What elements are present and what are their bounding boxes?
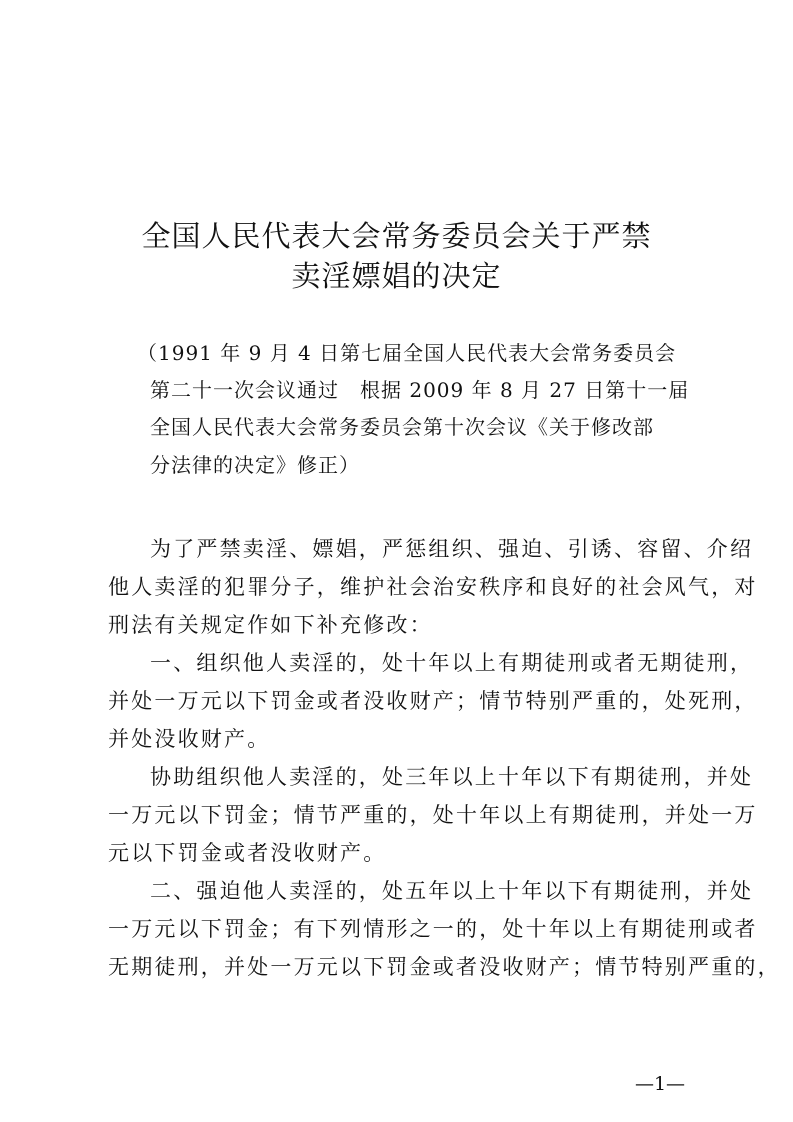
body-line: 他人卖淫的犯罪分子，维护社会治安秩序和良好的社会风气，对 <box>108 575 758 599</box>
document-title-line-2: 卖淫嫖娼的决定 <box>291 259 502 293</box>
adoption-note-line-4: 分法律的决定》修正） <box>150 453 360 477</box>
body-line: 刑法有关规定作如下补充修改： <box>108 613 433 637</box>
body-line: 二、强迫他人卖淫的，处五年以上十年以下有期徒刑，并处 <box>150 879 754 903</box>
adoption-note-line-1: （1991 年 9 月 4 日第七届全国人民代表大会常务委员会 <box>137 341 677 365</box>
document-title-line-1: 全国人民代表大会常务委员会关于严禁 <box>141 219 652 253</box>
body-line: 并处没收财产。 <box>108 727 271 751</box>
adoption-note-line-2: 第二十一次会议通过 根据 2009 年 8 月 27 日第十一届 <box>150 378 690 402</box>
body-line: 元以下罚金或者没收财产。 <box>108 841 387 865</box>
page-number: —1— <box>634 1073 686 1095</box>
body-line: 无期徒刑，并处一万元以下罚金或者没收财产；情节特别严重的， <box>108 955 781 979</box>
body-line: 一、组织他人卖淫的，处十年以上有期徒刑或者无期徒刑， <box>150 651 754 675</box>
body-line: 协助组织他人卖淫的，处三年以上十年以下有期徒刑，并处 <box>150 765 754 789</box>
body-line: 一万元以下罚金；有下列情形之一的，处十年以上有期徒刑或者 <box>108 917 758 941</box>
adoption-note-line-3: 全国人民代表大会常务委员会第十次会议《关于修改部 <box>150 415 654 439</box>
body-line: 一万元以下罚金；情节严重的，处十年以上有期徒刑，并处一万 <box>108 803 758 827</box>
body-line: 并处一万元以下罚金或者没收财产；情节特别严重的，处死刑， <box>108 689 758 713</box>
body-line: 为了严禁卖淫、嫖娼，严惩组织、强迫、引诱、容留、介绍 <box>150 537 754 561</box>
